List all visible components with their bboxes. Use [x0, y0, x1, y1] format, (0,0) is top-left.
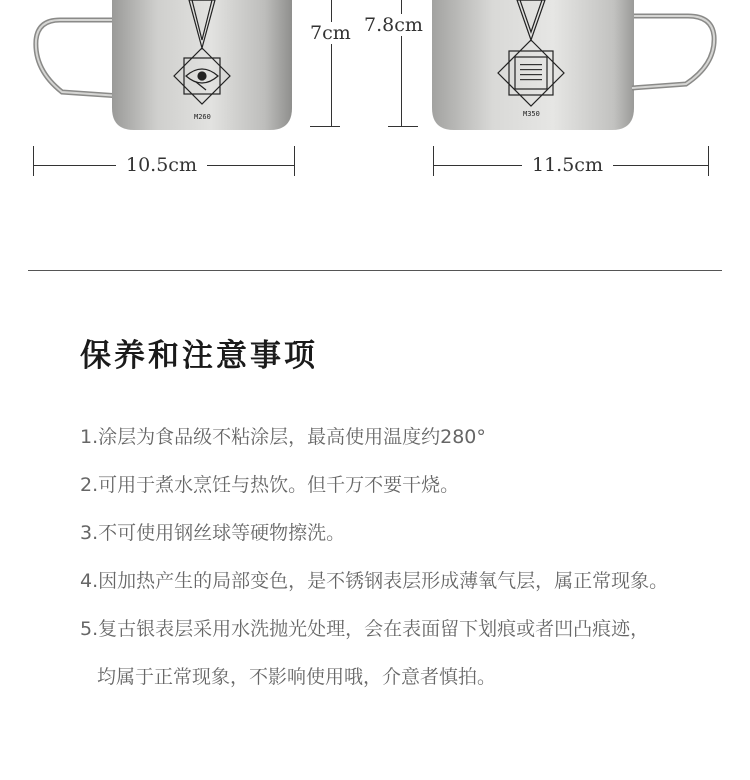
care-item-5: 5.复古银表层采用水洗抛光处理，会在表面留下划痕或者凹凸痕迹，	[80, 618, 650, 640]
care-section-title: 保养和注意事项	[80, 338, 318, 374]
care-item-4: 4.因加热产生的局部变色，是不锈钢表层形成薄氧气层，属正常现象。	[80, 570, 669, 592]
right-mug-illustration	[420, 0, 730, 135]
right-width-label: 11.5cm	[522, 154, 613, 176]
section-divider	[28, 270, 722, 271]
care-item-5-continued: 均属于正常现象，不影响使用哦，介意者慎拍。	[97, 666, 497, 688]
right-height-label: 7.8cm	[364, 14, 423, 36]
left-mug-model-label: M260	[194, 113, 211, 121]
left-width-tick-left	[33, 146, 34, 176]
right-height-bottom-tick	[388, 126, 418, 127]
left-height-line	[331, 0, 332, 127]
left-mug-illustration	[0, 0, 300, 135]
care-item-3: 3.不可使用钢丝球等硬物擦洗。	[80, 522, 346, 544]
right-width-tick-left	[433, 146, 434, 176]
left-width-tick-right	[294, 146, 295, 176]
left-width-label: 10.5cm	[116, 154, 207, 176]
left-height-bottom-tick	[310, 126, 340, 127]
care-item-1: 1.涂层为食品级不粘涂层，最高使用温度约280°	[80, 426, 486, 448]
right-mug-product-image	[420, 0, 730, 135]
right-mug-model-label: M350	[523, 110, 540, 118]
right-width-tick-right	[708, 146, 709, 176]
left-height-label: 7cm	[310, 22, 351, 44]
care-item-2: 2.可用于煮水烹饪与热饮。但千万不要干烧。	[80, 474, 460, 496]
left-mug-product-image	[0, 0, 300, 135]
